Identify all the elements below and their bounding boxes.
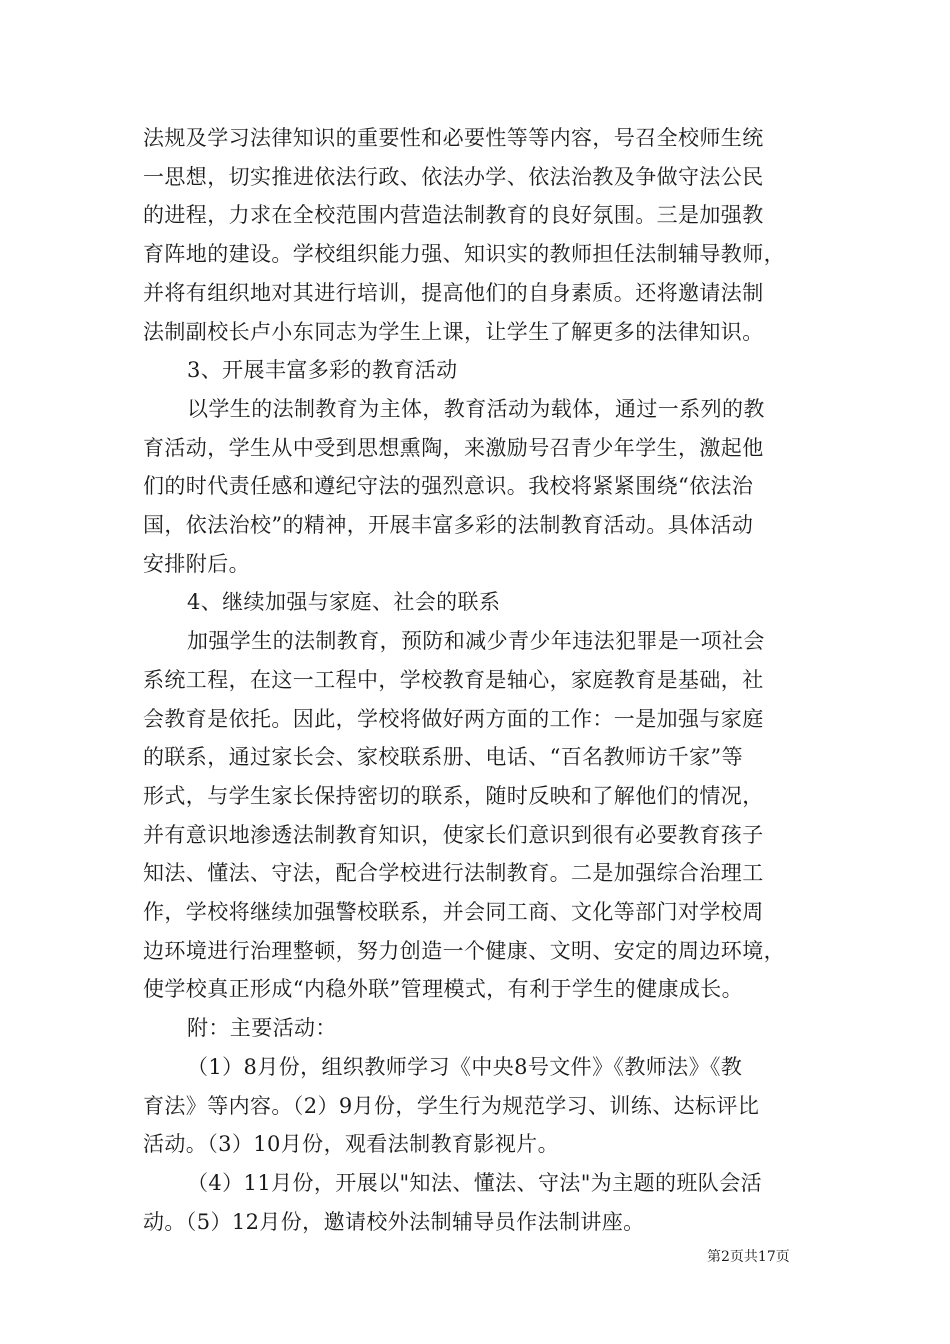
text-line: 育法》等内容。（2）9月份，学生行为规范学习、训练、达标评比: [143, 1093, 760, 1118]
paragraph-first-line: 加强学生的法制教育，预防和减少青少年违法犯罪是一项社会: [187, 629, 765, 654]
text-line: 的联系，通过家长会、家校联系册、电话、“百名教师访千家”等: [143, 745, 744, 770]
text-line: 作，学校将继续加强警校联系，并会同工商、文化等部门对学校周: [143, 900, 764, 925]
text-line: 会教育是依托。因此，学校将做好两方面的工作：一是加强与家庭: [143, 706, 764, 731]
text-line: 安排附后。: [143, 551, 250, 576]
text-line: 活动。（3）10月份，观看法制教育影视片。: [143, 1132, 559, 1157]
appendix-heading: 附：主要活动：: [187, 1016, 337, 1041]
activity-item: （4）11月份，开展以"知法、懂法、守法"为主题的班队会活: [187, 1170, 762, 1195]
text-line: 系统工程，在这一工程中，学校教育是轴心，家庭教育是基础，社: [143, 667, 764, 692]
text-line: 并将有组织地对其进行培训，提高他们的自身素质。还将邀请法制: [143, 280, 764, 305]
text-line: 动。（5）12月份，邀请校外法制辅导员作法制讲座。: [143, 1209, 645, 1234]
text-line: 边环境进行治理整顿，努力创造一个健康、文明、安定的周边环境，: [143, 938, 785, 963]
text-line: 法规及学习法律知识的重要性和必要性等等内容，号召全校师生统: [143, 126, 764, 150]
text-line: 的进程，力求在全校范围内营造法制教育的良好氛围。三是加强教: [143, 203, 764, 228]
paragraph-first-line: 以学生的法制教育为主体，教育活动为载体，通过一系列的教: [187, 396, 765, 421]
page-number: 第2页共17页: [707, 1249, 790, 1265]
text-line: 育阵地的建设。学校组织能力强、知识实的教师担任法制辅导教师，: [143, 242, 785, 267]
text-line: 们的时代责任感和遵纪守法的强烈意识。我校将紧紧围绕“依法治: [143, 474, 754, 499]
section-heading: 4、继续加强与家庭、社会的联系: [187, 590, 501, 615]
text-line: 育活动，学生从中受到思想熏陶，来激励号召青少年学生，激起他: [143, 435, 764, 460]
text-line: 并有意识地渗透法制教育知识，使家长们意识到很有必要教育孩子: [143, 822, 764, 847]
activity-item: （1）8月份，组织教师学习《中央8号文件》《教师法》《教: [187, 1054, 743, 1079]
text-line: 形式，与学生家长保持密切的联系，随时反映和了解他们的情况，: [143, 783, 764, 808]
text-line: 使学校真正形成“内稳外联”管理模式，有利于学生的健康成长。: [143, 977, 744, 1002]
text-line: 知法、懂法、守法，配合学校进行法制教育。二是加强综合治理工: [143, 861, 764, 886]
document-body: [143, 119, 813, 1241]
text-line: 国，依法治校”的精神，开展丰富多彩的法制教育活动。具体活动: [143, 513, 754, 538]
text-line: 法制副校长卢小东同志为学生上课，让学生了解更多的法律知识。: [143, 319, 764, 344]
section-heading: 3、开展丰富多彩的教育活动: [187, 358, 458, 383]
text-line: 一思想，切实推进依法行政、依法办学、依法治教及争做守法公民: [143, 164, 764, 189]
